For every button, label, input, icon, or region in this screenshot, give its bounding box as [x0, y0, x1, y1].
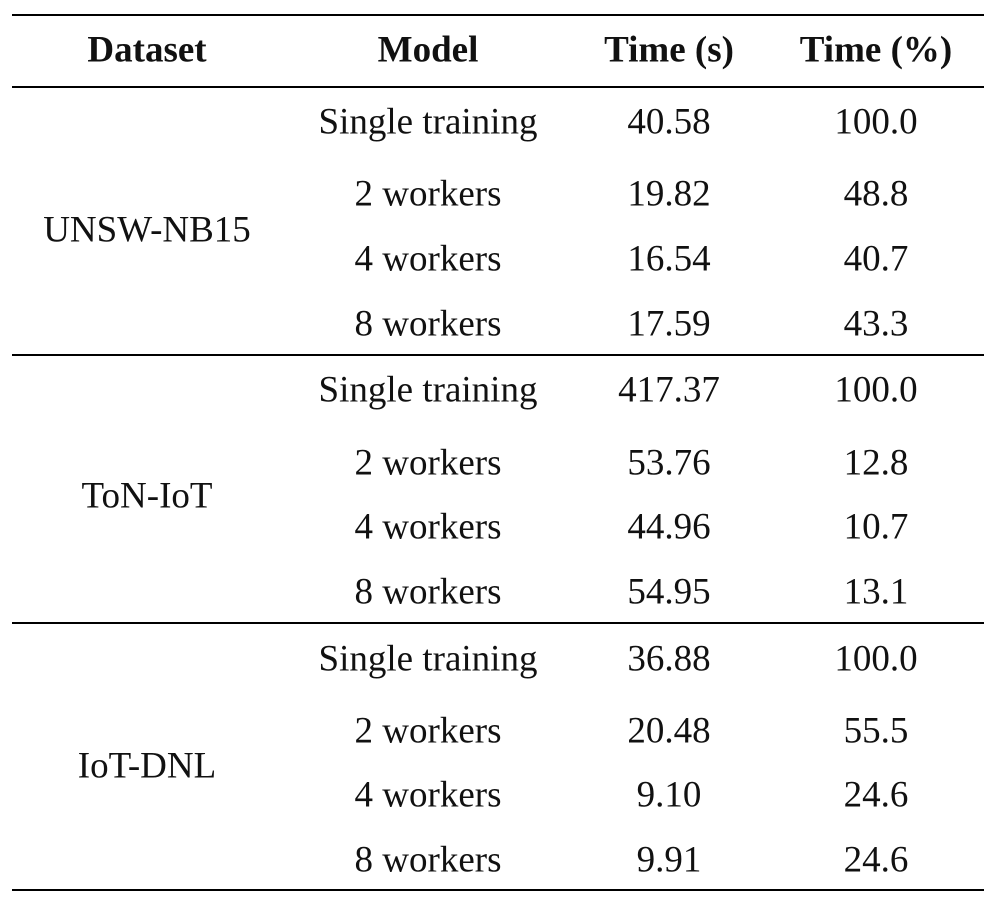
time-pct-cell: 13.1 — [843, 571, 909, 613]
group-divider — [12, 622, 984, 624]
model-cell: 2 workers — [354, 710, 502, 752]
time-s-cell: 54.95 — [627, 571, 711, 613]
time-pct-cell: 24.6 — [843, 839, 909, 881]
time-pct-cell: 100.0 — [834, 101, 918, 143]
model-cell: Single training — [318, 638, 538, 680]
time-s-cell: 53.76 — [627, 442, 711, 484]
time-s-cell: 9.10 — [636, 774, 702, 816]
top-rule — [12, 14, 984, 16]
model-cell: 4 workers — [354, 238, 502, 280]
time-s-cell: 417.37 — [618, 369, 720, 411]
header-model: Model — [377, 29, 479, 71]
model-cell: 8 workers — [354, 571, 502, 613]
group-divider — [12, 354, 984, 356]
time-pct-cell: 43.3 — [843, 303, 909, 345]
time-s-cell: 9.91 — [636, 839, 702, 881]
time-s-cell: 19.82 — [627, 173, 711, 215]
header-time-pct: Time (%) — [799, 29, 953, 71]
time-pct-cell: 24.6 — [843, 774, 909, 816]
model-cell: 4 workers — [354, 774, 502, 816]
model-cell: 2 workers — [354, 442, 502, 484]
dataset-label: ToN-IoT — [81, 475, 213, 517]
bottom-rule — [12, 889, 984, 891]
model-cell: 2 workers — [354, 173, 502, 215]
header-rule — [12, 86, 984, 88]
time-pct-cell: 10.7 — [843, 506, 909, 548]
time-s-cell: 16.54 — [627, 238, 711, 280]
time-s-cell: 20.48 — [627, 710, 711, 752]
header-dataset: Dataset — [87, 29, 207, 71]
time-pct-cell: 40.7 — [843, 238, 909, 280]
time-pct-cell: 12.8 — [843, 442, 909, 484]
header-time-s: Time (s) — [604, 29, 734, 71]
model-cell: Single training — [318, 101, 538, 143]
time-pct-cell: 100.0 — [834, 638, 918, 680]
time-pct-cell: 100.0 — [834, 369, 918, 411]
model-cell: 8 workers — [354, 839, 502, 881]
time-s-cell: 36.88 — [627, 638, 711, 680]
model-cell: Single training — [318, 369, 538, 411]
model-cell: 8 workers — [354, 303, 502, 345]
time-pct-cell: 48.8 — [843, 173, 909, 215]
time-s-cell: 40.58 — [627, 101, 711, 143]
time-s-cell: 17.59 — [627, 303, 711, 345]
time-pct-cell: 55.5 — [843, 710, 909, 752]
dataset-label: UNSW-NB15 — [43, 209, 251, 251]
time-s-cell: 44.96 — [627, 506, 711, 548]
model-cell: 4 workers — [354, 506, 502, 548]
dataset-label: IoT-DNL — [77, 745, 217, 787]
